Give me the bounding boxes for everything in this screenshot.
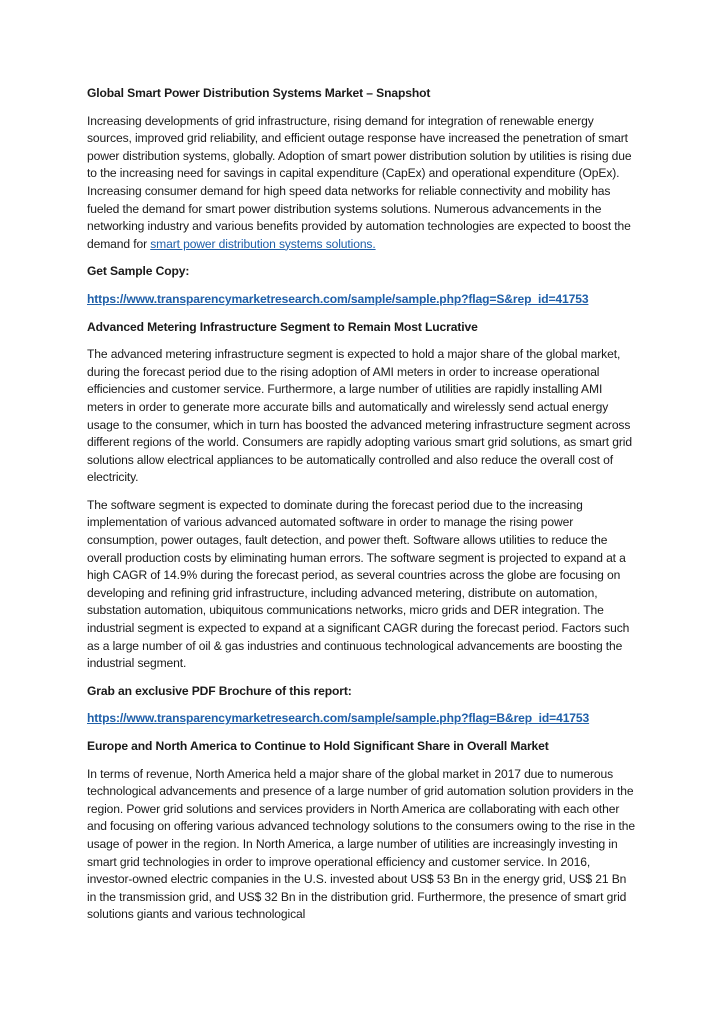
software-paragraph: The software segment is expected to dominate during the forecast period due to the increasing implementation of various advanced automated software in order to manage the rising power consumption, power outages, fault detection, and power theft. Software allows utilities to reduce the overall production costs by eliminating human errors. The software segment is projected to expand at a high CAGR of 14.9% during the forecast period, as several countries across the globe are focusing on developing and refining grid infrastructure, including advanced metering, distribute on automation, substation automation, ubiquitous communications networks, micro grids and DER integration. The industrial segment is expected to expand at a significant CAGR during the forecast period. Factors such as a large number of oil & gas industries and continuous technological advancements are boosting the industrial segment.	[87, 497, 630, 671]
smart-power-distribution-link[interactable]: smart power distribution systems solutions.	[150, 236, 376, 251]
snapshot-paragraph	[87, 113, 635, 254]
ami-paragraph: The advanced metering infrastructure segment is expected to hold a major share of the global market, during the forecast period due to the rising adoption of AMI meters in order to increase operational efficiencies and customer service. Furthermore, a large number of utilities are rapidly installing AMI meters in order to generate more accurate bills and automatically and wirelessly send actual energy usage to the consumer, which in turn has boosted the advanced metering infrastructure segment across different regions of the world. Consumers are rapidly adopting various smart grid solutions, as smart grid solutions allow electrical appliances to be automatically controlled and also reduce the overall cost of electricity.	[87, 347, 632, 485]
sample-copy-link[interactable]: https://www.transparencymarketresearch.com/sample/sample.php?flag=S&rep_id=41753	[87, 291, 589, 306]
ami-segment-heading: Advanced Metering Infrastructure Segment to Remain Most Lucrative	[87, 319, 478, 334]
snapshot-text: Increasing developments of grid infrastructure, rising demand for integration of renewable energy sources, improved grid reliability, and efficient outage response have increased the penetration of smart power distribution systems, globally. Adoption of smart power distribution solution by utilities is rising due to the increasing need for savings in capital expenditure (CapEx) and operational expenditure (OpEx). Increasing consumer demand for high speed data networks for reliable connectivity and mobility has fueled the demand for smart power distribution systems solutions. Numerous advancements in the networking industry and various benefits provided by automation technologies are expected to boost the demand for	[87, 113, 632, 251]
snapshot-heading: Global Smart Power Distribution Systems Market – Snapshot	[87, 86, 431, 100]
regional-paragraph: In terms of revenue, North America held a major share of the global market in 2017 due to numerous technological advancements and presence of a large number of grid automation solution providers in the region. Power grid solutions and services providers in North America are collaborating with each other and focusing on offering various advanced technology solutions to the consumers owing to the rise in the usage of power in the region. In North America, a large number of utilities are increasingly investing in smart grid technologies in order to improve operational efficiency and customer service. In 2016, investor-owned electric companies in the U.S. invested about US$ 53 Bn in the energy grid, US$ 21 Bn in the transmission grid, and US$ 32 Bn in the distribution grid. Furthermore, the presence of smart grid solutions giants and various technological	[87, 766, 635, 922]
brochure-link[interactable]: https://www.transparencymarketresearch.com/sample/sample.php?flag=B&rep_id=41753	[87, 711, 590, 726]
regional-heading: Europe and North America to Continue to Hold Significant Share in Overall Market	[87, 739, 549, 753]
document-page	[87, 85, 635, 934]
brochure-heading: Grab an exclusive PDF Brochure of this report:	[87, 683, 352, 698]
sample-copy-heading: Get Sample Copy:	[87, 264, 190, 279]
